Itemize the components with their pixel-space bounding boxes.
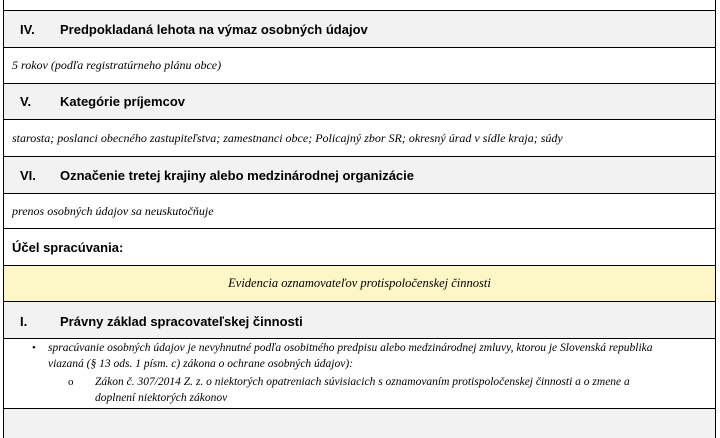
sub-bullet-icon: o — [68, 376, 74, 388]
section-title: Predpokladaná lehota na výmaz osobných údajov — [60, 22, 368, 37]
purpose-label: Účel spracúvania: — [12, 240, 124, 255]
section-content: starosta; poslanci obecného zastupiteľstva; zamestnanci obce; Policajný zbor SR; okresný úrad v sídle kraja; súdy — [12, 131, 563, 145]
sub-bullet-text-line: doplnení niektorých zákonov — [95, 392, 228, 404]
section-content: prenos osobných údajov sa neuskutočňuje — [12, 204, 214, 218]
section-number: V. — [20, 94, 32, 109]
bullet-icon: • — [32, 342, 36, 354]
section-iv-content — [3, 47, 716, 83]
section-v-header — [3, 83, 716, 119]
section-next-header — [3, 408, 716, 438]
section-title: Kategórie príjemcov — [60, 94, 185, 109]
bullet-text-line: viazaná (§ 13 ods. 1 písm. c) zákona o ochrane osobných údajov): — [48, 358, 354, 370]
section-i-header — [3, 301, 716, 338]
purpose-title: Evidencia oznamovateľov protispoločenskej činnosti — [228, 276, 491, 290]
section-vi-header — [3, 156, 716, 193]
section-v-content — [3, 119, 716, 156]
section-vi-content — [3, 193, 716, 228]
section-content: 5 rokov (podľa registratúrneho plánu obce) — [12, 58, 222, 72]
section-number: I. — [20, 314, 28, 329]
sub-bullet-text-line: Zákon č. 307/2014 Z. z. o niektorých opatreniach súvisiacich s oznamovaním protispoločenskej činnosti a o zmene a — [95, 376, 630, 388]
bullet-text-line: spracúvanie osobných údajov je nevyhnutné podľa osobitného predpisu alebo medzinárodnej zmluvy, ktorou je Slovenská republika — [48, 342, 653, 354]
section-i-content — [3, 338, 716, 408]
section-number: VI. — [20, 168, 36, 183]
section-number: IV. — [20, 22, 35, 37]
section-title: Právny základ spracovateľskej činnosti — [60, 314, 303, 329]
table-top — [3, 0, 716, 10]
purpose-label-row — [3, 228, 716, 265]
purpose-title-row — [3, 265, 716, 301]
section-title: Označenie tretej krajiny alebo medzinárodnej organizácie — [60, 168, 415, 183]
section-iv-header — [3, 10, 716, 47]
